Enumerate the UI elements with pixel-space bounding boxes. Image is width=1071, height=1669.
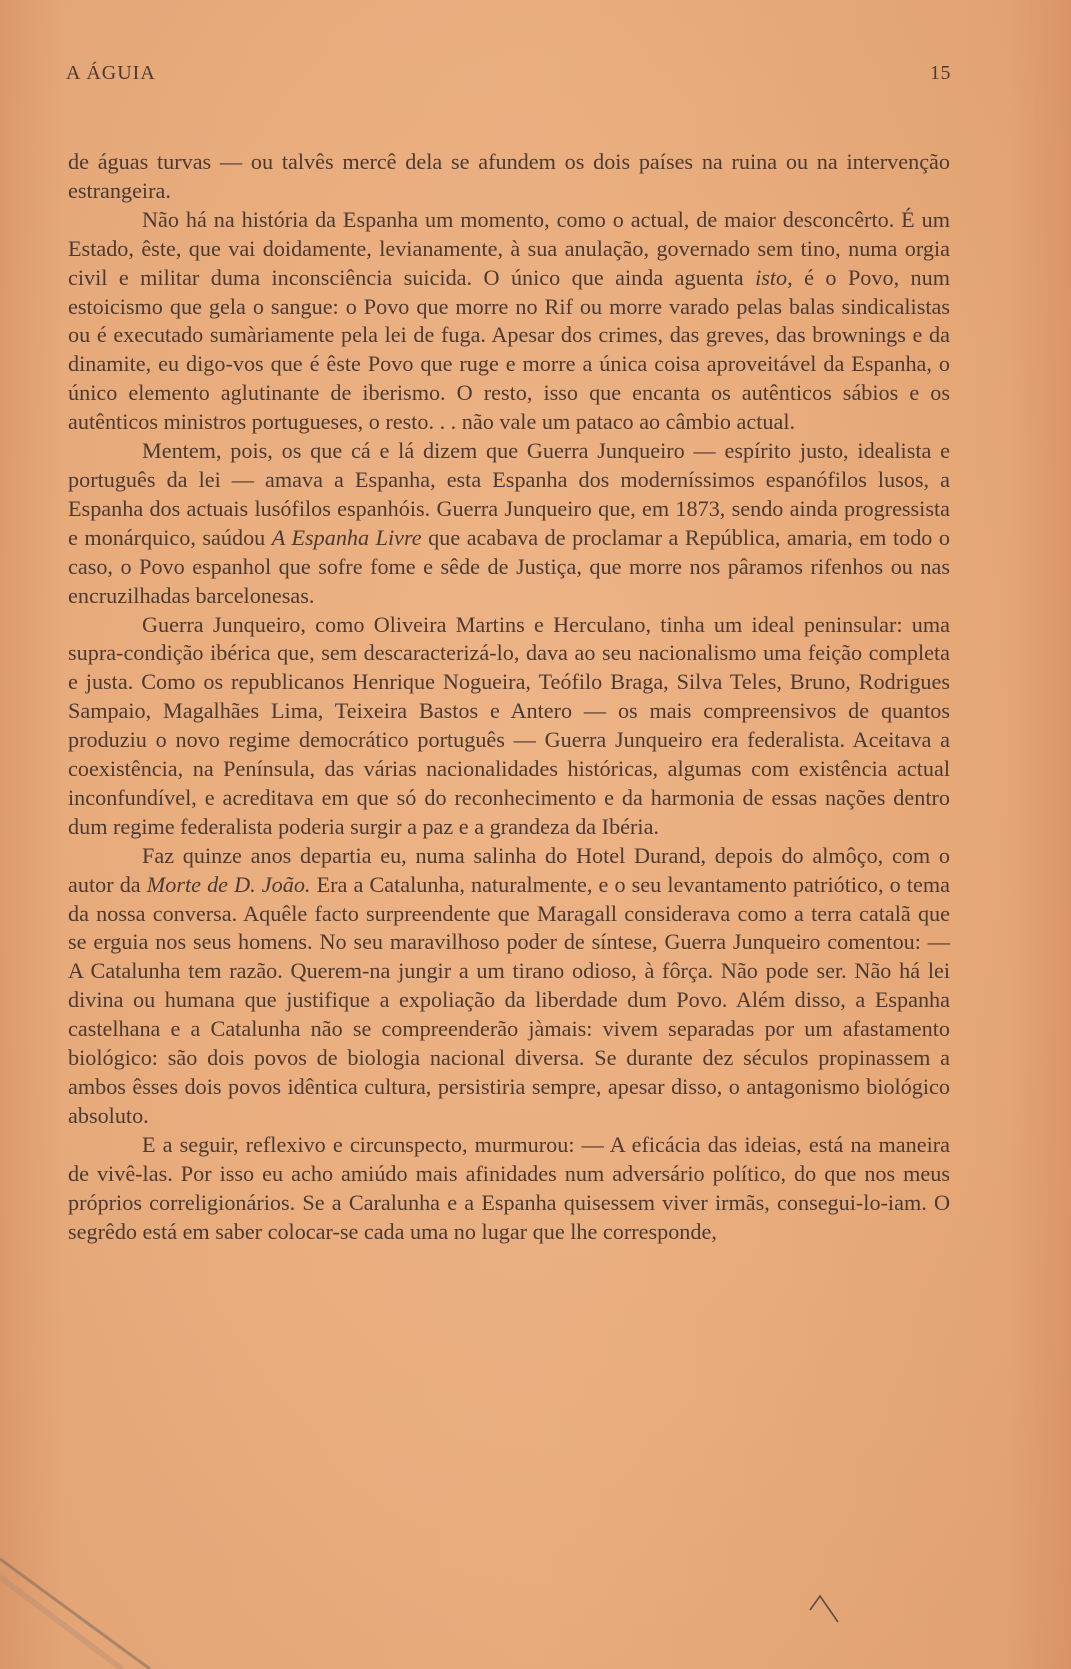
- paragraph-6-text: E a seguir, reflexivo e circunspecto, murmurou: — A eficácia das ideias, está na maneira de vivê-las. Por isso eu acho amiúdo mais afinidades num adversário político, do que nos meus próprios correligionários. Se a Caralunha e a Espanha quisessem viver irmãs, consegui-lo-iam. O segrêdo está em saber colocar-se cada uma no lugar que lhe corresponde,: [68, 1131, 950, 1244]
- paragraph-3-rest: que acabava de proclamar a República, amaria, em todo o caso, o Povo espanhol que sofre fome e sêde de Justiça, que morre nos pâramos rifenhos ou nas encruzilhadas barcelonesas.: [68, 524, 951, 608]
- pencil-mark: [808, 1590, 848, 1630]
- body-text: [68, 148, 950, 1246]
- paragraph-1: [68, 148, 950, 206]
- paragraph-2-italic: isto,: [755, 264, 793, 290]
- page-number: 15: [930, 62, 951, 84]
- paragraph-3-italic: A Espanha Livre: [271, 524, 422, 550]
- paragraph-2-rest: é o Povo, num estoicismo que gela o sangue: o Povo que morre no Rif ou morre varado pelas balas sindicalistas ou é executado sumàriamente pela lei de fuga. Apesar dos crimes, das greves, das brownings e da dinamite, eu digo-vos que é êste Povo que ruge e morre a única coisa aproveitável da Espanha, o único elemento aglutinante de iberismo. O resto, isso que encanta os autênticos sábios e os autênticos ministros portugueses, o resto. . . não vale um pataco ao câmbio actual.: [68, 264, 950, 435]
- paragraph-2-text: Não há na história da Espanha um momento, como o actual, de maior desconcêrto. É um Estado, êste, que vai doidamente, levianamente, à sua anulação, governado sem tino, numa orgia civil e militar duma inconsciência suicida. O único que ainda aguenta: [68, 206, 950, 290]
- paragraph-3-text: Mentem, pois, os que cá e lá dizem que Guerra Junqueiro — espírito justo, idealista e português da lei — amava a Espanha, esta Espanha dos moderníssimos espanófilos lusos, a Espanha dos actuais lusófilos espanhóis. Guerra Junqueiro que, em 1873, sendo ainda progressista e monárquico, saúdou: [68, 438, 950, 550]
- running-title: A ÁGUIA: [66, 62, 156, 84]
- paragraph-6: [68, 1131, 950, 1247]
- paragraph-5-text: Faz quinze anos departia eu, numa salinha do Hotel Durand, depois do almôço, com o autor da: [68, 842, 950, 897]
- paragraph-5-rest: Era a Catalunha, naturalmente, e o seu levantamento patriótico, o tema da nossa conversa. Aquêle facto surpreendente que Maragall considerava como a terra catalã que se erguia nos seus homens. No seu maravilhoso poder de síntese, Guerra Junqueiro comentou: — A Catalunha tem razão. Querem-na jungir a um tirano odioso, à fôrça. Não pode ser. Não há lei divina ou humana que justifique a expoliação da liberdade dum Povo. Além disso, a Espanha castelhana e a Catalunha não se compreenderão jàmais: vivem separadas por um afastamento biológico: são dois povos de biologia nacional diversa. Se durante dez séculos propinassem a ambos êsses dois povos idêntica cultura, persistiria sempre, apesar disso, o antagonismo biológico absoluto.: [68, 871, 950, 1128]
- paragraph-5-italic: Morte de D. João.: [146, 871, 311, 897]
- page-header: [66, 62, 951, 92]
- paragraph-4-text: Guerra Junqueiro, como Oliveira Martins e Herculano, tinha um ideal peninsular: uma supra-condição ibérica que, sem descaracterizá-lo, dava ao seu nacionalismo uma feição completa e justa. Como os republicanos Henrique Nogueira, Teófilo Braga, Silva Teles, Bruno, Rodrigues Sampaio, Magalhães Lima, Teixeira Bastos e Antero — os mais compreensivos de quantos produziu o novo regime democrático português — Guerra Junqueiro era federalista. Aceitava a coexistência, na Península, das várias nacionalidades históricas, algumas com existência actual inconfundível, e acreditava em que só do reconhecimento e da harmonia de essas nações dentro dum regime federalista poderia surgir a paz e a grandeza da Ibéria.: [68, 611, 950, 839]
- page-fold-mark: [0, 1409, 220, 1669]
- paragraph-1-text: de águas turvas — ou talvês mercê dela se afundem os dois países na ruina ou na intervenção estrangeira.: [68, 149, 950, 203]
- paragraph-2: [68, 206, 950, 437]
- paragraph-4: [68, 611, 950, 842]
- paragraph-3: [68, 437, 950, 610]
- paragraph-5: [68, 842, 950, 1131]
